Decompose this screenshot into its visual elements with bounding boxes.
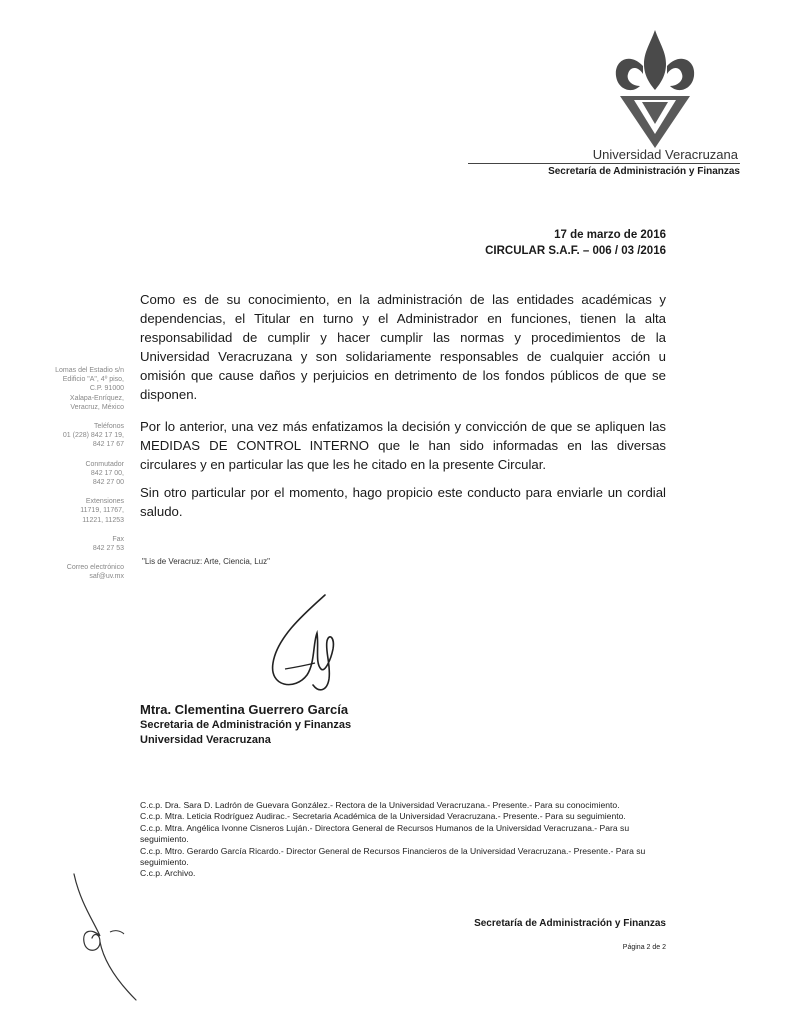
header-divider [468, 163, 740, 164]
date-line: 17 de marzo de 2016 [554, 229, 666, 241]
fax-label: Fax [112, 535, 124, 543]
signer-title: Secretaria de Administración y Finanzas [140, 719, 352, 731]
motto: "Lis de Veracruz: Arte, Ciencia, Luz" [142, 557, 270, 566]
university-name: Universidad Veracruzana [592, 147, 738, 162]
handwritten-initials-icon [70, 872, 140, 1002]
ccp-item: C.c.p. Mtra. Leticia Rodríguez Audirac.- Secretaria Académica de la Universidad Veracruzana.- Presente.- Para su seguimiento. [140, 811, 626, 822]
ccp-item: C.c.p. Mtro. Gerardo García Ricardo.- Director General de Recursos Financieros de la Universidad Veracruzana.- Presente.- Para su seguimiento. [140, 845, 646, 868]
ccp-item: C.c.p. Dra. Sara D. Ladrón de Guevara González.- Rectora de la Universidad Veracruzana.- Presente.- Para su conocimiento. [140, 800, 620, 810]
fax-block [20, 535, 124, 553]
phone-line: 842 17 67 [92, 441, 124, 449]
page-number: Página 2 de 2 [622, 944, 666, 951]
footer-department: Secretaría de Administración y Finanzas [474, 918, 666, 929]
switchboard-line: 842 17 00, [90, 469, 124, 477]
extensions-block [20, 497, 124, 525]
address-line: Edificio "A", 4º piso, [62, 376, 124, 384]
signature-icon [255, 593, 365, 703]
date-block [400, 227, 666, 259]
header-department: Secretaría de Administración y Finanzas [548, 166, 740, 177]
phone-line: 01 (228) 842 17 19, [62, 432, 124, 440]
body-paragraph-2: Por lo anterior, una vez más enfatizamos la decisión y convicción de que se apliquen las MEDIDAS DE CONTROL INTERNO que le han sido informadas en las diversas circulares y en particular las que les he citado en la presente Circular. [140, 419, 666, 472]
phones-block [20, 422, 124, 450]
fax-line: 842 27 53 [92, 545, 124, 553]
address-block [20, 366, 124, 412]
email-block [20, 563, 124, 581]
email-label: Correo electrónico [66, 564, 124, 572]
address-line: Lomas del Estadio s/n [55, 367, 124, 374]
signer-block [140, 702, 351, 748]
address-line: Xalapa-Enríquez, [69, 394, 124, 402]
address-line: Veracruz, México [70, 403, 124, 411]
body-paragraph-3: Sin otro particular por el momento, hago propicio este conducto para enviarle un cordial saludo. [140, 485, 666, 519]
circular-reference: CIRCULAR S.A.F. – 006 / 03 /2016 [485, 245, 666, 257]
phones-label: Teléfonos [94, 423, 124, 431]
address-line: C.P. 91000 [89, 385, 124, 393]
ccp-item: C.c.p. Mtra. Angélica Ivonne Cisneros Luján.- Directora General de Recursos Humanos de la Universidad Veracruzana.- Para su seguimiento. [140, 822, 630, 845]
extensions-line: 11719, 11767, [80, 507, 124, 515]
signer-name: Mtra. Clementina Guerrero García [140, 702, 349, 717]
ccp-list [140, 800, 666, 880]
contact-sidebar [20, 366, 124, 592]
university-logo-icon [610, 30, 700, 150]
switchboard-line: 842 27 00 [92, 479, 124, 487]
body-paragraph-1: Como es de su conocimiento, en la administración de las entidades académicas y dependencias, el Titular en turno y el Administrador en funciones, tienen la alta responsabilidad de cumplir y hacer cumplir las normas y procedimientos de la Universidad Veracruzana y son solidariamente responsables de cualquier acción u omisión que cause daños y perjuicios en detrimento de los fondos públicos de que se disponen. [140, 292, 666, 402]
switchboard-block [20, 460, 124, 488]
ccp-item: C.c.p. Archivo. [140, 868, 196, 879]
email-line: saf@uv.mx [89, 573, 124, 581]
extensions-line: 11221, 11253 [82, 516, 124, 524]
signer-institution: Universidad Veracruzana [140, 734, 271, 746]
extensions-label: Extensiones [85, 498, 124, 506]
switchboard-label: Conmutador [85, 460, 124, 468]
